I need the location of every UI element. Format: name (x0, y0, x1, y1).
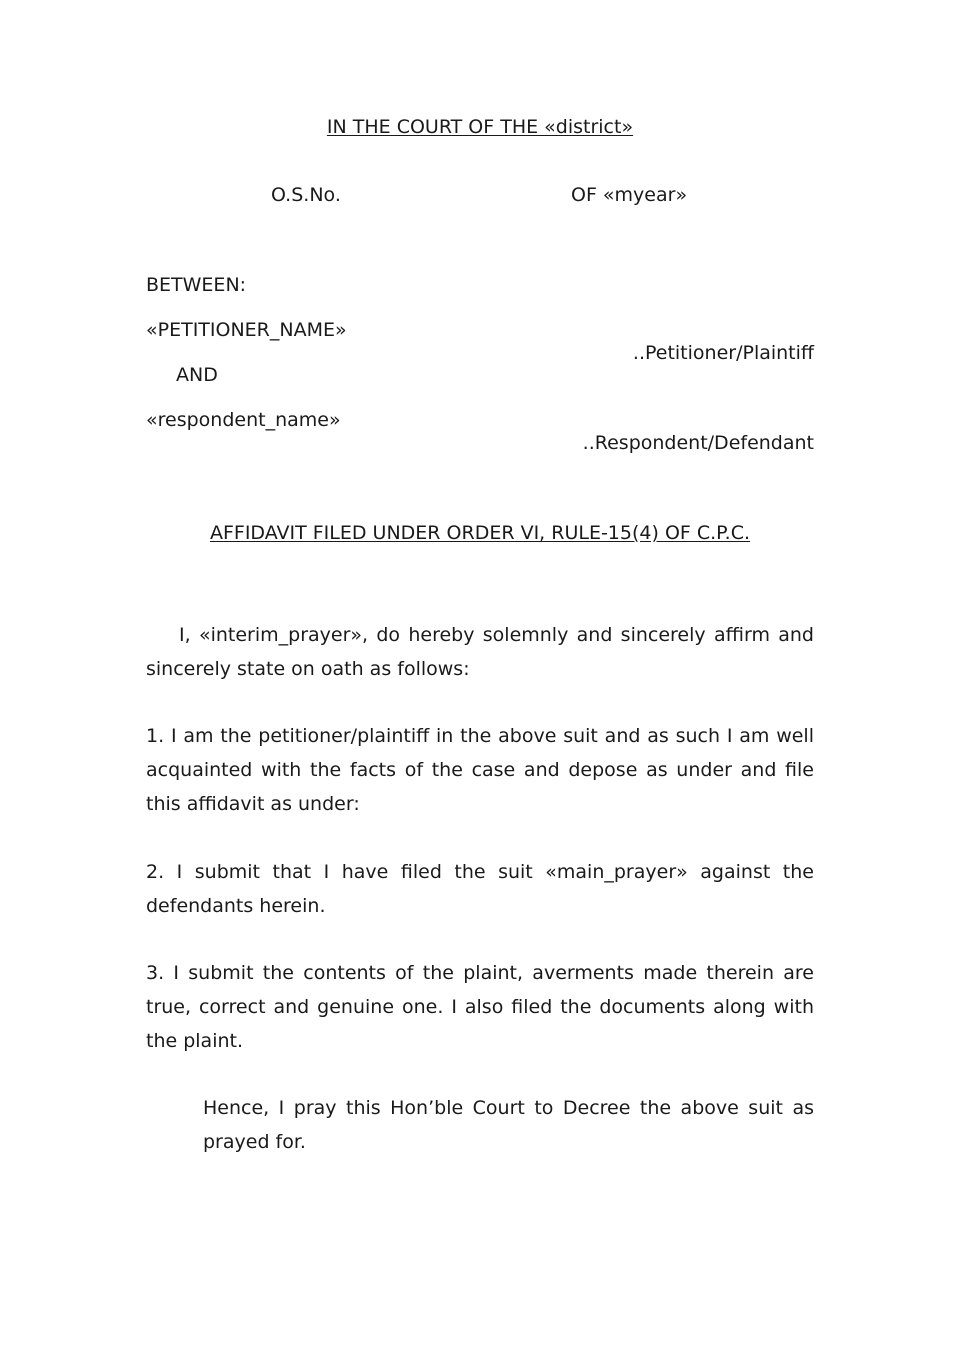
and-label: AND (176, 364, 218, 386)
petitioner-role: ..Petitioner/Plaintiff (632, 342, 814, 364)
paragraph-1: 1. I am the petitioner/plaintiff in the above suit and as such I am well acquainted with the facts of the case and depose as under and file this affidavit as under: (146, 725, 814, 815)
intro-paragraph: I, «interim_prayer», do hereby solemnly and sincerely affirm and sincerely state on oath as follows: (146, 624, 814, 680)
case-number-label: O.S.No. (271, 184, 341, 206)
petitioner-name: «PETITIONER_NAME» (146, 319, 347, 341)
court-heading: IN THE COURT OF THE «district» (326, 116, 634, 138)
between-label: BETWEEN: (146, 274, 247, 296)
case-year: OF «myear» (571, 184, 688, 206)
respondent-name: «respondent_name» (146, 409, 341, 431)
prayer-paragraph: Hence, I pray this Hon’ble Court to Decree the above suit as prayed for. (203, 1097, 814, 1153)
paragraph-3: 3. I submit the contents of the plaint, averments made therein are true, correct and genuine one. I also filed the documents along with the plaint. (146, 962, 814, 1052)
respondent-role: ..Respondent/Defendant (582, 432, 814, 454)
paragraph-2: 2. I submit that I have filed the suit «main_prayer» against the defendants herein. (146, 861, 814, 917)
affidavit-title: AFFIDAVIT FILED UNDER ORDER VI, RULE-15(4) OF C.P.C. (209, 522, 751, 544)
